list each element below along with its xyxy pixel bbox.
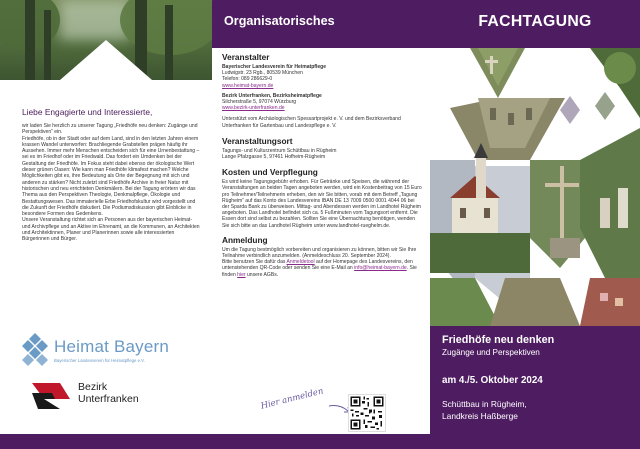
heimat-bayern-name: Heimat Bayern bbox=[54, 337, 170, 356]
bezirk-line2: Unterfranken bbox=[78, 393, 139, 405]
support-note: Unterstützt vom Archäologischen Spessartprojekt e. V. und dem Bezirksverband Unterfranken für Gartenbau und Landespflege e. V. bbox=[222, 116, 401, 129]
agb-link[interactable]: hier bbox=[237, 271, 246, 278]
veranstalter-heading: Veranstalter bbox=[222, 52, 270, 62]
kosten-heading: Kosten und Verpflegung bbox=[222, 167, 318, 178]
bottom-bar bbox=[212, 434, 430, 449]
organisatorisches-title: Organisatorisches bbox=[224, 14, 335, 28]
org2-name: Bezirk Unterfranken, Bezirksheimatpflege bbox=[222, 92, 322, 99]
bezirk-text bbox=[78, 381, 139, 405]
anmeldung-section bbox=[222, 235, 422, 278]
middle-panel bbox=[212, 0, 430, 449]
letter-paragraph: wir laden Sie herzlich zu unserer Tagung „Friedhöfe neu denken: Zugänge und Perspektiven“ ein. bbox=[22, 123, 198, 136]
org2-address: Silcherstraße 5, 97074 Würzburg bbox=[222, 99, 297, 106]
ort-heading: Veranstaltungsort bbox=[222, 135, 293, 146]
ort-line1: Tagungs- und Kulturzentrum Schüttbau in Rügheim bbox=[222, 147, 337, 154]
left-panel bbox=[0, 0, 212, 449]
veranstalter-section bbox=[222, 52, 422, 129]
greeting: Liebe Engagierte und Interessierte, bbox=[22, 107, 153, 117]
anmeldung-text2: Bitte benutzen Sie dafür das Anmeldetool auf der Homepage des Landesvereins, den untenstehenden QR-Code oder senden Sie eine E-Mail an info@heimat-bayern.de. Sie finden hier unsere AGBs. bbox=[222, 259, 417, 278]
right-header bbox=[430, 0, 640, 48]
letter-paragraph: Unsere Veranstaltung richtet sich an Personen aus der bayerischen Heimat- und Archivpflege und an Aktive im Ehrenamt, an die Kommunen, an Architekten und Architektinnen, Planer und Planerinnen sowie alle interessierten Bürgerinnen und Bürger. bbox=[22, 217, 200, 243]
kosten-text: Es wird keine Tagungsgebühr erhoben. Für Getränke und Speisen, die während der Veranstaltungen an beiden Tagen angeboten werden, wird ein Kostenbeitrag von 15 Euro pro Teilnehmer/Teilnehmerin erheben, den wir Sie bitten, vorab mit dem Betreff „Tagung Rügheim“ auf das Konto des Landesvereins IBAN DE 13 7009 0500 0001 4044 06 bei der Sparda Bank zu überweisen. Mittag- und Abendessen werden im Landhotel Rügheim angeboten. Das Landhotel befindet sich ca. 5 Fußminuten vom Tagungsort entfernt. Die Essen dort sind selbst zu bezahlen. Sollten Sie eine Übernachtung benötigen, wenden Sie sich bitte an das Landhotel Rügheim unter www.landhotel-rueghelm.de. bbox=[222, 179, 422, 229]
event-promo-box bbox=[430, 326, 640, 434]
heimat-bayern-subtitle: Bayerischer Landesverein für Heimatpflege e.V. bbox=[54, 358, 145, 363]
event-venue-line1: Schüttbau in Rügheim, bbox=[442, 399, 527, 409]
ort-line2: Lange Pfalzgasse 5, 97461 Hofheim-Rügheim bbox=[222, 154, 326, 161]
kosten-section bbox=[222, 167, 422, 229]
org1-phone: Telefon: 089 286629-0 bbox=[222, 76, 273, 83]
event-date: am 4./5. Oktober 2024 bbox=[442, 375, 543, 386]
invitation-letter bbox=[22, 123, 200, 243]
org1-address: Ludwigstr. 23 Rgb., 80539 München bbox=[222, 70, 303, 77]
bottom-bar bbox=[430, 434, 640, 449]
anmeldetool-link[interactable]: Anmeldetool bbox=[286, 259, 315, 266]
ort-section bbox=[222, 136, 422, 160]
registration-qr-code[interactable] bbox=[348, 394, 386, 432]
email-link[interactable]: info@heimat-bayern.de bbox=[354, 265, 407, 272]
bezirk-line1: Bezirk bbox=[78, 381, 108, 393]
org1-web-link[interactable]: www.heimat-bayern.de bbox=[222, 82, 274, 89]
org1-name: Bayerischer Landesverein für Heimatpflege bbox=[222, 64, 327, 70]
cemetery-photo-collage bbox=[430, 48, 640, 326]
bottom-bar bbox=[0, 434, 212, 449]
registration-qr-area bbox=[212, 378, 430, 434]
bezirk-unterfranken-logo bbox=[30, 379, 180, 419]
event-subtitle: Zugänge und Perspektiven bbox=[442, 348, 540, 357]
right-panel bbox=[430, 0, 640, 449]
org2-web-link[interactable]: www.bezirk-unterfranken.de bbox=[222, 105, 285, 112]
event-venue-line2: Landkreis Haßberge bbox=[442, 411, 518, 421]
anmeldung-text1: Um die Tagung bestmöglich vorbereiten und organisieren zu können, bitten wir Sie Ihre Teilnahme verbindlich anzumelden. (Anmeldeschluss 20. September 2024). bbox=[222, 246, 417, 260]
diamond-pattern-icon bbox=[20, 333, 50, 367]
fachtagung-title: FACHTAGUNG bbox=[478, 13, 592, 30]
bezirk-mark-icon bbox=[30, 379, 72, 415]
heimat-bayern-logo bbox=[20, 333, 200, 371]
hier-anmelden-label: Hier anmelden bbox=[259, 386, 325, 412]
anmeldung-heading: Anmeldung bbox=[222, 234, 268, 245]
event-title: Friedhöfe neu denken bbox=[442, 334, 555, 346]
middle-header bbox=[212, 0, 430, 48]
letter-paragraph: Friedhöfe, ob in der Stadt oder auf dem Land, sind in den letzten Jahren einem krassen Wandel unterworfen: Brachliegende Grabstellen prägen häufig ihr Aussehen. Immer mehr Menschen entscheiden sich für eine Urnenbestattung – sei es im Friedhof oder im Friedwald. Das fordert ein Umdenken bei der Gestaltung der Friedhöfe. Im Fokus steht dabei ebenso der ökologische Wert dieser grünen Oasen: Wie kann man Friedhöfe klimafest machen? Welche Möglichkeiten gibt es, ihre Bedeutung als Orte der Begegnung mit sich und anderen zu stärken? Nicht zuletzt sind Friedhöfe Archive in freier Natur mit historischen und neu errichteten Denkmälern. Bei der Tagung erörtern wir das Thema aus den Perspektiven Theologie, Denkmalpflege, Ökologie und Bestattungswesen. Das immaterielle Erbe Friedhofskultur wird vorgestellt und die Zukunft der Friedhöfe diskutiert. Die Podiumsdiskussion gibt Einblicke in besondere Formen des Gedenkens. bbox=[22, 135, 200, 218]
middle-content bbox=[222, 52, 422, 283]
forest-cemetery-photo bbox=[0, 0, 212, 80]
